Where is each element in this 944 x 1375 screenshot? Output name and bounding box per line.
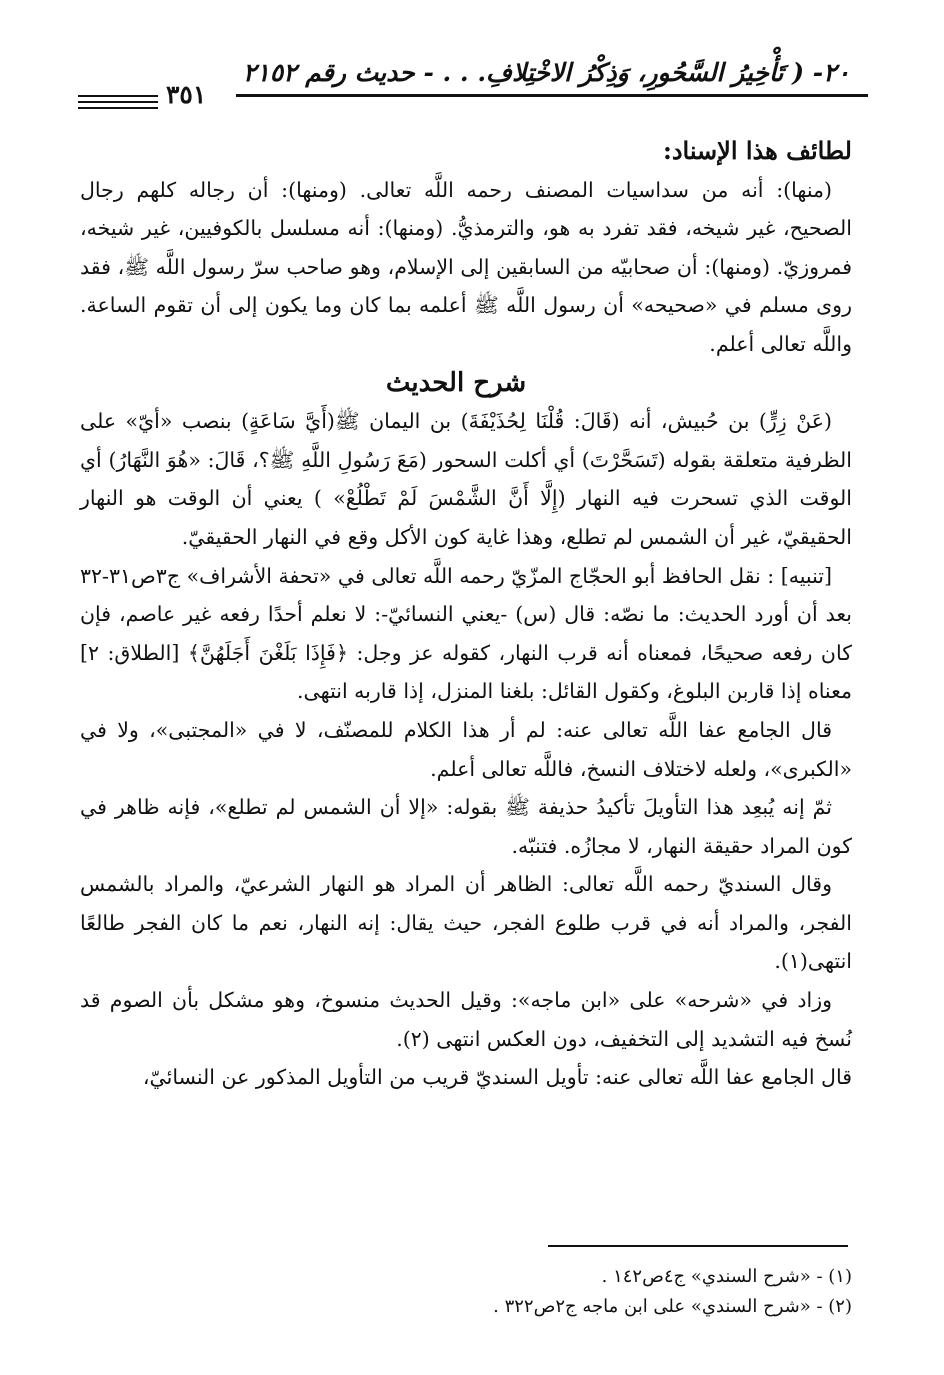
header-rule-left-3: [78, 107, 158, 109]
main-text: [80, 132, 852, 1097]
sharh-paragraph-4: ثمّ إنه يُبعِد هذا التأويلَ تأكيدُ حذيفة ﷺ بقوله: «إلا أن الشمس لم تطلع»، فإنه ظاهر في كون المراد حقيقة النهار، لا مجازُه. فتنبّه.: [80, 795, 852, 858]
page-number: ٣٥١: [166, 80, 207, 109]
jami-comment-2: قال الجامع عفا اللَّه تعالى عنه: تأويل السنديّ قريب من التأويل المذكور عن النسائيّ،: [142, 1065, 852, 1090]
sharh-heading: شرح الحديث: [385, 367, 527, 398]
tanbih-paragraph: [تنبيه] : نقل الحافظ أبو الحجّاج المزّيّ رحمه اللَّه تعالى في «تحفة الأشراف» ج٣ص٣١-٣٢ بعد أن أورد الحديث: ما نصّه: قال (س) -يعني النسائيّ-: لا نعلم أحدًا رفعه غير عاصم، فإن كان رفعه صحيحًا، فمعناه أنه قرب النهار، كقوله عز وجل: ﴿فَإِذَا بَلَغْنَ أَجَلَهُنَّ﴾ [الطلاق: ٢] معناه إذا قاربن البلوغ، وكقول القائل: بلغنا المنزل، إذا قاربه انتهى.: [80, 563, 852, 704]
footnote-2: (٢) - «شرح السندي» على ابن ماجه ج٢ص٣٢٢ .: [493, 1296, 852, 1317]
ibn-majah-paragraph: وزاد في «شرحه» على «ابن ماجه»: وقيل الحديث منسوخ، وهو مشكل بأن الصوم قد نُسخ فيه التشديد إلى التخفيف، دون العكس انتهى (٢).: [80, 988, 852, 1051]
sharh-paragraph-1: (عَنْ زِرٍّ) بن حُبيش، أنه (قَالَ: قُلْنَا لِحُذَيْفَةَ) بن اليمان ﷺ(أَيَّ سَاعَةٍ) بنصب «أيّ» على الظرفية متعلقة بقوله (تَسَحَّرْتَ) أي أكلت السحور (مَعَ رَسُولِ اللَّهِ ﷺ؟، قَالَ: «هُوَ النَّهَارُ) أي الوقت الذي تسحرت فيه النهار (إِلَّا أَنَّ الشَّمْسَ لَمْ تَطْلُعْ» ) يعني أن الوقت هو النهار الحقيقيّ، غير أن الشمس لم تطلع، وهذا غاية كون الأكل وقع في النهار الحقيقيّ.: [80, 409, 852, 549]
header-title: ٢٠- ( تَأْخِيرُ السَّحُورِ، وَذِكْرُ الاخْتِلافِ. . . - حديث رقم ٢١٥٢: [242, 58, 850, 87]
header-rule-left-2: [78, 101, 158, 103]
footnote-separator: [548, 1245, 848, 1247]
header-rule-left-1: [78, 95, 158, 97]
running-header: [78, 58, 868, 110]
isnad-paragraph: (منها): أنه من سداسيات المصنف رحمه اللَّه تعالى. (ومنها): أن رجاله كلهم رجال الصحيح، غير شيخه، فقد تفرد به هو، والترمذيُّ. (ومنها): أنه مسلسل بالكوفيين، غير شيخه، فمروزيّ. (ومنها): أن صحابيّه من السابقين إلى الإسلام، وهو صاحب سرّ رسول اللَّه ﷺ، فقد روى مسلم في «صحيحه» أن رسول اللَّه ﷺ أعلمه بما كان وما يكون إلى أن تقوم الساعة. واللَّه تعالى أعلم.: [80, 177, 852, 356]
footnotes: [80, 1262, 852, 1322]
isnad-heading: لطائف هذا الإسناد:: [662, 136, 852, 165]
header-rule: [236, 94, 868, 97]
footnote-1: (١) - «شرح السندي» ج٤ص١٤٢ .: [601, 1266, 852, 1287]
sindi-paragraph: وقال السنديّ رحمه اللَّه تعالى: الظاهر أن المراد هو النهار الشرعيّ، والمراد بالشمس الفجر، والمراد أنه في قرب طلوع الفجر، حيث يقال: إنه النهار، نعم ما كان الفجر طالعًا انتهى(١).: [80, 872, 852, 974]
jami-comment-1: قال الجامع عفا اللَّه تعالى عنه: لم أر هذا الكلام للمصنّف، لا في «المجتبى»، ولا في «الكبرى»، ولعله لاختلاف النسخ، فاللَّه تعالى أعلم.: [80, 717, 852, 781]
